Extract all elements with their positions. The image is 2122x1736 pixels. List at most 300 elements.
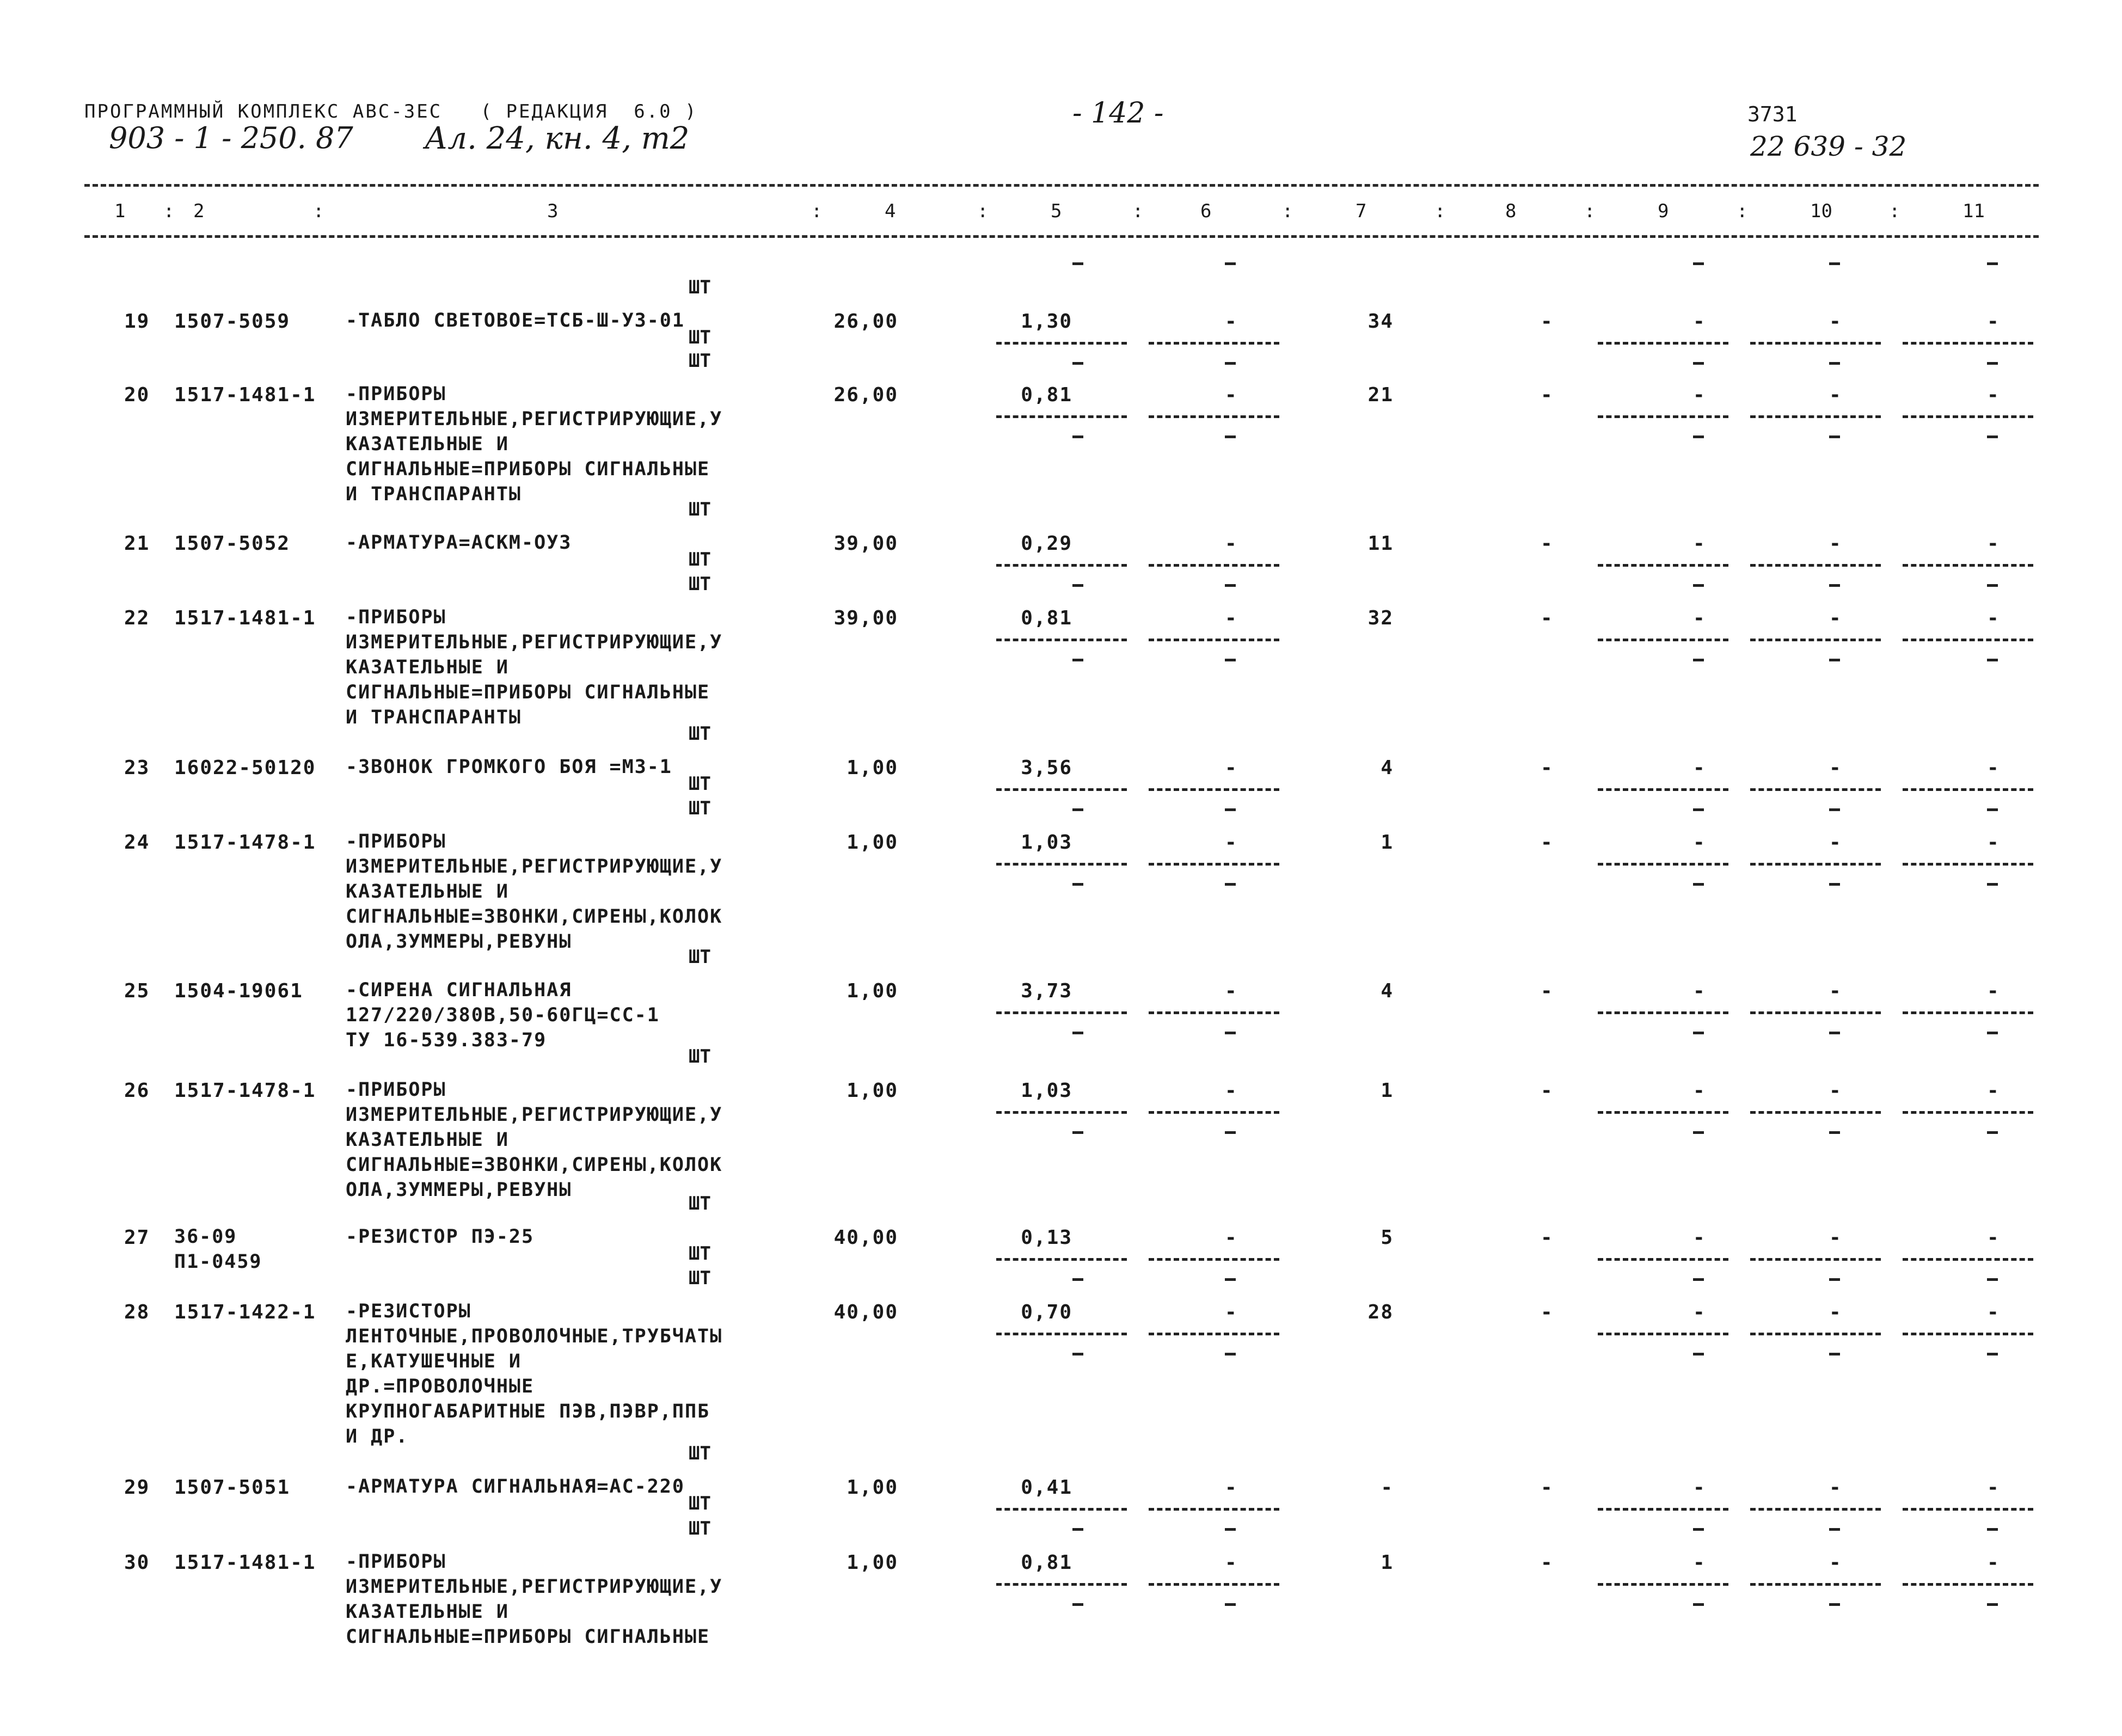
row-total: 1 xyxy=(1381,1079,1394,1102)
row-number: 24 xyxy=(124,831,150,854)
row-col6-dash: - xyxy=(1225,1551,1238,1574)
unit-label: ШТ xyxy=(689,277,711,298)
reference-number-top: 3731 xyxy=(1747,102,1798,126)
empty-value-dash xyxy=(1829,1131,1840,1134)
row-total: 21 xyxy=(1367,384,1394,406)
unit-label: ШТ xyxy=(689,1493,711,1514)
reference-number-bottom: 22 639 - 32 xyxy=(1750,131,1907,162)
empty-value-dash xyxy=(1072,584,1083,587)
row-col8-dash: - xyxy=(1541,757,1554,779)
subtotal-rule xyxy=(1149,863,1279,866)
empty-value-dash xyxy=(1987,435,1998,438)
row-col11-dash: - xyxy=(1987,1226,2000,1249)
column-separator: : xyxy=(811,200,823,222)
row-col10-dash: - xyxy=(1829,1551,1842,1574)
row-description: -ТАБЛО СВЕТОВОЕ=ТСБ-Ш-УЗ-01 xyxy=(346,310,685,332)
column-separator: : xyxy=(1282,200,1293,222)
row-quantity: 39,00 xyxy=(833,532,898,555)
column-number: 7 xyxy=(1356,200,1367,222)
row-col11-dash: - xyxy=(1987,532,2000,555)
row-number: 20 xyxy=(124,384,150,406)
subtotal-rule xyxy=(1598,1258,1728,1261)
row-code: 1507-5059 xyxy=(174,310,291,333)
row-total: - xyxy=(1381,1476,1394,1499)
row-quantity: 40,00 xyxy=(833,1226,898,1249)
subtotal-rule xyxy=(1750,1508,1881,1511)
subtotal-rule xyxy=(996,342,1127,345)
row-col11-dash: - xyxy=(1987,1476,2000,1499)
empty-value-dash xyxy=(1072,1528,1083,1531)
row-description: -ЗВОНОК ГРОМКОГО БОЯ =МЗ-1 xyxy=(346,756,672,778)
row-quantity: 39,00 xyxy=(833,607,898,629)
row-col6-dash: - xyxy=(1225,980,1238,1002)
empty-value-dash xyxy=(1829,1603,1840,1606)
subtotal-rule xyxy=(996,1583,1127,1586)
empty-value-dash xyxy=(1987,1353,1998,1355)
empty-value-dash xyxy=(1072,883,1083,886)
row-col6-dash: - xyxy=(1225,384,1238,406)
column-separator: : xyxy=(977,200,989,222)
program-title: ПРОГРАММНЫЙ КОМПЛЕКС АВС-ЗЕС ( РЕДАКЦИЯ 6.0 ) xyxy=(84,101,698,122)
row-description: -ПРИБОРЫ ИЗМЕРИТЕЛЬНЫЕ,РЕГИСТРИРУЮЩИЕ,У КАЗАТЕЛЬНЫЕ И СИГНАЛЬНЫЕ=ЗВОНКИ,СИРЕНЫ,КОЛОК ОЛА,ЗУММЕРЫ,РЕВУНЫ xyxy=(346,1079,723,1201)
subtotal-rule xyxy=(1149,342,1279,345)
subtotal-rule xyxy=(1149,564,1279,567)
row-number: 30 xyxy=(124,1551,150,1574)
empty-value-dash xyxy=(1829,435,1840,438)
empty-value-dash xyxy=(1225,1278,1236,1281)
row-col9-dash: - xyxy=(1693,310,1706,333)
subtotal-rule xyxy=(1750,639,1881,641)
row-col8-dash: - xyxy=(1541,310,1554,333)
row-col10-dash: - xyxy=(1829,384,1842,406)
subtotal-rule xyxy=(1903,1111,2033,1114)
empty-value-dash xyxy=(1225,659,1236,661)
row-total: 32 xyxy=(1367,607,1394,629)
row-quantity: 26,00 xyxy=(833,310,898,333)
row-unit-price: 0,41 xyxy=(1021,1476,1072,1499)
column-number: 4 xyxy=(885,200,896,222)
unit-label: ШТ xyxy=(689,1046,711,1068)
empty-value-dash xyxy=(1072,659,1083,661)
row-col9-dash: - xyxy=(1693,831,1706,854)
row-unit-price: 3,73 xyxy=(1021,980,1072,1002)
row-col9-dash: - xyxy=(1693,757,1706,779)
subtotal-rule xyxy=(1750,415,1881,418)
page-number: - 142 - xyxy=(1072,97,1164,130)
subtotal-rule xyxy=(1598,342,1728,345)
column-number: 2 xyxy=(193,200,205,222)
subtotal-rule xyxy=(1598,1333,1728,1335)
subtotal-rule xyxy=(1750,863,1881,866)
empty-value-dash xyxy=(1829,1353,1840,1355)
row-col6-dash: - xyxy=(1225,607,1238,629)
header-bottom-rule xyxy=(84,235,2039,238)
row-col10-dash: - xyxy=(1829,757,1842,779)
empty-value-dash xyxy=(1987,262,1998,265)
subtotal-rule xyxy=(996,1111,1127,1114)
empty-value-dash xyxy=(1987,659,1998,661)
subtotal-rule xyxy=(996,1333,1127,1335)
row-description: -РЕЗИСТОРЫ ЛЕНТОЧНЫЕ,ПРОВОЛОЧНЫЕ,ТРУБЧАТЫ Е,КАТУШЕЧНЫЕ И ДР.=ПРОВОЛОЧНЫЕ КРУПНОГАБАРИТНЫЕ ПЭВ,ПЭВР,ППБ И ДР. xyxy=(346,1301,723,1447)
row-col8-dash: - xyxy=(1541,980,1554,1002)
row-unit-price: 0,70 xyxy=(1021,1301,1072,1323)
empty-value-dash xyxy=(1693,1278,1704,1281)
subtotal-rule xyxy=(1750,564,1881,567)
row-col9-dash: - xyxy=(1693,384,1706,406)
row-quantity: 1,00 xyxy=(847,831,898,854)
subtotal-rule xyxy=(1149,1508,1279,1511)
row-col10-dash: - xyxy=(1829,532,1842,555)
empty-value-dash xyxy=(1072,1131,1083,1134)
project-code: 903 - 1 - 250. 87 xyxy=(109,121,353,155)
row-col8-dash: - xyxy=(1541,831,1554,854)
row-col10-dash: - xyxy=(1829,1226,1842,1249)
subtotal-rule xyxy=(1903,639,2033,641)
subtotal-rule xyxy=(1149,788,1279,791)
row-quantity: 1,00 xyxy=(847,980,898,1002)
subtotal-rule xyxy=(996,564,1127,567)
subtotal-rule xyxy=(996,1508,1127,1511)
row-code: 36-09 П1-0459 xyxy=(174,1226,262,1273)
empty-value-dash xyxy=(1829,262,1840,265)
empty-value-dash xyxy=(1072,1032,1083,1034)
row-col9-dash: - xyxy=(1693,532,1706,555)
header-top-rule xyxy=(84,184,2039,187)
row-total: 11 xyxy=(1367,532,1394,555)
row-code: 1517-1481-1 xyxy=(174,1551,316,1574)
row-col8-dash: - xyxy=(1541,1079,1554,1102)
row-col9-dash: - xyxy=(1693,980,1706,1002)
row-col8-dash: - xyxy=(1541,1551,1554,1574)
column-separator: : xyxy=(1132,200,1144,222)
empty-value-dash xyxy=(1987,362,1998,365)
unit-label: ШТ xyxy=(689,327,711,348)
row-col8-dash: - xyxy=(1541,607,1554,629)
empty-value-dash xyxy=(1693,584,1704,587)
row-description: -ПРИБОРЫ ИЗМЕРИТЕЛЬНЫЕ,РЕГИСТРИРУЮЩИЕ,У КАЗАТЕЛЬНЫЕ И СИГНАЛЬНЫЕ=ПРИБОРЫ СИГНАЛЬНЫЕ И ТРАНСПАРАНТЫ xyxy=(346,383,723,505)
unit-label: ШТ xyxy=(689,1243,711,1265)
empty-value-dash xyxy=(1225,1528,1236,1531)
subtotal-rule xyxy=(996,415,1127,418)
subtotal-rule xyxy=(1903,1258,2033,1261)
subtotal-rule xyxy=(1598,1111,1728,1114)
column-separator: : xyxy=(1889,200,1900,222)
row-number: 23 xyxy=(124,757,150,779)
row-col6-dash: - xyxy=(1225,1301,1238,1323)
column-separator: : xyxy=(163,200,175,222)
empty-value-dash xyxy=(1987,1131,1998,1134)
subtotal-rule xyxy=(1149,1333,1279,1335)
row-total: 5 xyxy=(1381,1226,1394,1249)
row-col6-dash: - xyxy=(1225,1079,1238,1102)
row-unit-price: 0,29 xyxy=(1021,532,1072,555)
row-col11-dash: - xyxy=(1987,384,2000,406)
row-quantity: 26,00 xyxy=(833,384,898,406)
row-total: 34 xyxy=(1367,310,1394,333)
subtotal-rule xyxy=(996,639,1127,641)
subtotal-rule xyxy=(1750,1333,1881,1335)
row-number: 22 xyxy=(124,607,150,629)
row-description: -ПРИБОРЫ ИЗМЕРИТЕЛЬНЫЕ,РЕГИСТРИРУЮЩИЕ,У КАЗАТЕЛЬНЫЕ И СИГНАЛЬНЫЕ=ПРИБОРЫ СИГНАЛЬНЫЕ xyxy=(346,1551,723,1648)
empty-value-dash xyxy=(1829,808,1840,811)
row-quantity: 1,00 xyxy=(847,1551,898,1574)
subtotal-rule xyxy=(1598,788,1728,791)
row-number: 27 xyxy=(124,1226,150,1249)
subtotal-rule xyxy=(1149,639,1279,641)
empty-value-dash xyxy=(1987,1603,1998,1606)
row-col9-dash: - xyxy=(1693,1079,1706,1102)
unit-label: ШТ xyxy=(689,1443,711,1464)
column-number: 8 xyxy=(1505,200,1517,222)
row-col9-dash: - xyxy=(1693,1226,1706,1249)
column-number: 9 xyxy=(1658,200,1669,222)
row-col8-dash: - xyxy=(1541,1301,1554,1323)
row-total: 28 xyxy=(1367,1301,1394,1323)
row-number: 29 xyxy=(124,1476,150,1499)
empty-value-dash xyxy=(1987,1278,1998,1281)
empty-value-dash xyxy=(1225,435,1236,438)
empty-value-dash xyxy=(1829,883,1840,886)
row-unit-price: 0,13 xyxy=(1021,1226,1072,1249)
row-col10-dash: - xyxy=(1829,607,1842,629)
empty-value-dash xyxy=(1225,362,1236,365)
column-separator: : xyxy=(313,200,324,222)
empty-value-dash xyxy=(1072,1603,1083,1606)
row-col8-dash: - xyxy=(1541,384,1554,406)
row-code: 16022-50120 xyxy=(174,757,316,779)
row-code: 1507-5052 xyxy=(174,532,291,555)
empty-value-dash xyxy=(1225,1603,1236,1606)
subtotal-rule xyxy=(1750,1111,1881,1114)
empty-value-dash xyxy=(1693,883,1704,886)
subtotal-rule xyxy=(1903,1508,2033,1511)
subtotal-rule xyxy=(1750,1583,1881,1586)
empty-value-dash xyxy=(1693,1528,1704,1531)
row-total: 4 xyxy=(1381,757,1394,779)
subtotal-rule xyxy=(1903,863,2033,866)
empty-value-dash xyxy=(1829,1032,1840,1034)
subtotal-rule xyxy=(1598,639,1728,641)
row-code: 1517-1481-1 xyxy=(174,384,316,406)
row-number: 26 xyxy=(124,1079,150,1102)
row-code: 1517-1478-1 xyxy=(174,1079,316,1102)
row-col11-dash: - xyxy=(1987,980,2000,1002)
column-number: 1 xyxy=(114,200,126,222)
empty-value-dash xyxy=(1693,262,1704,265)
row-col8-dash: - xyxy=(1541,1226,1554,1249)
row-col10-dash: - xyxy=(1829,1476,1842,1499)
empty-value-dash xyxy=(1072,808,1083,811)
unit-label: ШТ xyxy=(689,1193,711,1214)
empty-value-dash xyxy=(1693,1353,1704,1355)
row-col6-dash: - xyxy=(1225,532,1238,555)
unit-label: ШТ xyxy=(689,1518,711,1539)
subtotal-rule xyxy=(1750,1011,1881,1014)
empty-value-dash xyxy=(1225,808,1236,811)
subtotal-rule xyxy=(1903,415,2033,418)
empty-value-dash xyxy=(1829,1528,1840,1531)
empty-value-dash xyxy=(1072,362,1083,365)
empty-value-dash xyxy=(1829,1278,1840,1281)
row-total: 1 xyxy=(1381,1551,1394,1574)
subtotal-rule xyxy=(1903,1011,2033,1014)
row-quantity: 1,00 xyxy=(847,757,898,779)
subtotal-rule xyxy=(1598,415,1728,418)
subtotal-rule xyxy=(1598,1508,1728,1511)
row-col6-dash: - xyxy=(1225,831,1238,854)
row-unit-price: 0,81 xyxy=(1021,607,1072,629)
column-number: 5 xyxy=(1051,200,1062,222)
row-description: -РЕЗИСТОР ПЭ-25 xyxy=(346,1226,535,1248)
subtotal-rule xyxy=(1903,1583,2033,1586)
row-col8-dash: - xyxy=(1541,532,1554,555)
row-number: 21 xyxy=(124,532,150,555)
subtotal-rule xyxy=(1750,1258,1881,1261)
empty-value-dash xyxy=(1987,808,1998,811)
empty-value-dash xyxy=(1987,584,1998,587)
unit-label: ШТ xyxy=(689,723,711,745)
row-col11-dash: - xyxy=(1987,831,2000,854)
empty-value-dash xyxy=(1072,262,1083,265)
subtotal-rule xyxy=(1903,564,2033,567)
row-col10-dash: - xyxy=(1829,831,1842,854)
row-code: 1517-1422-1 xyxy=(174,1301,316,1323)
empty-value-dash xyxy=(1225,584,1236,587)
empty-value-dash xyxy=(1225,262,1236,265)
column-separator: : xyxy=(1584,200,1596,222)
subtotal-rule xyxy=(996,1258,1127,1261)
subtotal-rule xyxy=(1149,1011,1279,1014)
column-number: 10 xyxy=(1810,200,1832,222)
empty-value-dash xyxy=(1072,435,1083,438)
subtotal-rule xyxy=(1903,788,2033,791)
empty-value-dash xyxy=(1987,1528,1998,1531)
subtotal-rule xyxy=(1750,342,1881,345)
row-col10-dash: - xyxy=(1829,980,1842,1002)
row-description: -ПРИБОРЫ ИЗМЕРИТЕЛЬНЫЕ,РЕГИСТРИРУЮЩИЕ,У КАЗАТЕЛЬНЫЕ И СИГНАЛЬНЫЕ=ПРИБОРЫ СИГНАЛЬНЫЕ И ТРАНСПАРАНТЫ xyxy=(346,606,723,728)
row-description: -АРМАТУРА=АСКМ-ОУЗ xyxy=(346,532,572,554)
unit-label: ШТ xyxy=(689,573,711,595)
row-col6-dash: - xyxy=(1225,310,1238,333)
empty-value-dash xyxy=(1987,1032,1998,1034)
subtotal-rule xyxy=(1598,863,1728,866)
empty-value-dash xyxy=(1693,362,1704,365)
row-description: -ПРИБОРЫ ИЗМЕРИТЕЛЬНЫЕ,РЕГИСТРИРУЮЩИЕ,У КАЗАТЕЛЬНЫЕ И СИГНАЛЬНЫЕ=ЗВОНКИ,СИРЕНЫ,КОЛОК ОЛА,ЗУММЕРЫ,РЕВУНЫ xyxy=(346,831,723,953)
unit-label: ШТ xyxy=(689,1267,711,1289)
empty-value-dash xyxy=(1693,1131,1704,1134)
row-col9-dash: - xyxy=(1693,607,1706,629)
row-col10-dash: - xyxy=(1829,1079,1842,1102)
empty-value-dash xyxy=(1072,1353,1083,1355)
empty-value-dash xyxy=(1225,1131,1236,1134)
column-number: 11 xyxy=(1962,200,1985,222)
row-code: 1517-1478-1 xyxy=(174,831,316,854)
row-unit-price: 1,03 xyxy=(1021,1079,1072,1102)
row-col9-dash: - xyxy=(1693,1476,1706,1499)
unit-label: ШТ xyxy=(689,549,711,571)
empty-value-dash xyxy=(1225,1032,1236,1034)
row-number: 25 xyxy=(124,980,150,1002)
subtotal-rule xyxy=(1598,564,1728,567)
empty-value-dash xyxy=(1693,659,1704,661)
row-col11-dash: - xyxy=(1987,1551,2000,1574)
album-reference: Ал. 24, кн. 4, т2 xyxy=(425,121,690,156)
column-separator: : xyxy=(1737,200,1748,222)
row-col6-dash: - xyxy=(1225,1226,1238,1249)
subtotal-rule xyxy=(1903,342,2033,345)
row-quantity: 1,00 xyxy=(847,1079,898,1102)
row-number: 28 xyxy=(124,1301,150,1323)
row-col9-dash: - xyxy=(1693,1551,1706,1574)
empty-value-dash xyxy=(1225,1353,1236,1355)
row-unit-price: 0,81 xyxy=(1021,384,1072,406)
row-code: 1504-19061 xyxy=(174,980,303,1002)
unit-label: ШТ xyxy=(689,773,711,795)
row-col11-dash: - xyxy=(1987,1079,2000,1102)
empty-value-dash xyxy=(1693,1032,1704,1034)
empty-value-dash xyxy=(1829,659,1840,661)
row-number: 19 xyxy=(124,310,150,333)
row-unit-price: 1,03 xyxy=(1021,831,1072,854)
row-col10-dash: - xyxy=(1829,310,1842,333)
empty-value-dash xyxy=(1829,362,1840,365)
subtotal-rule xyxy=(1149,1258,1279,1261)
row-col11-dash: - xyxy=(1987,1301,2000,1323)
subtotal-rule xyxy=(1903,1333,2033,1335)
subtotal-rule xyxy=(996,863,1127,866)
row-col6-dash: - xyxy=(1225,1476,1238,1499)
column-number: 6 xyxy=(1200,200,1212,222)
row-col9-dash: - xyxy=(1693,1301,1706,1323)
empty-value-dash xyxy=(1072,1278,1083,1281)
empty-value-dash xyxy=(1987,883,1998,886)
row-description: -АРМАТУРА СИГНАЛЬНАЯ=АС-220 xyxy=(346,1476,685,1498)
unit-label: ШТ xyxy=(689,946,711,968)
subtotal-rule xyxy=(1149,1111,1279,1114)
subtotal-rule xyxy=(1149,415,1279,418)
subtotal-rule xyxy=(1598,1011,1728,1014)
empty-value-dash xyxy=(1225,883,1236,886)
empty-value-dash xyxy=(1829,584,1840,587)
row-unit-price: 3,56 xyxy=(1021,757,1072,779)
empty-value-dash xyxy=(1693,435,1704,438)
unit-label: ШТ xyxy=(689,350,711,372)
row-col11-dash: - xyxy=(1987,310,2000,333)
unit-label: ШТ xyxy=(689,798,711,819)
row-description: -СИРЕНА СИГНАЛЬНАЯ 127/220/380В,50-60ГЦ=СС-1 ТУ 16-539.383-79 xyxy=(346,979,660,1051)
empty-value-dash xyxy=(1693,1603,1704,1606)
row-total: 4 xyxy=(1381,980,1394,1002)
unit-label: ШТ xyxy=(689,499,711,520)
subtotal-rule xyxy=(1149,1583,1279,1586)
subtotal-rule xyxy=(1750,788,1881,791)
empty-value-dash xyxy=(1693,808,1704,811)
subtotal-rule xyxy=(996,788,1127,791)
row-col11-dash: - xyxy=(1987,607,2000,629)
row-col10-dash: - xyxy=(1829,1301,1842,1323)
row-code: 1507-5051 xyxy=(174,1476,291,1499)
column-separator: : xyxy=(1434,200,1446,222)
row-code: 1517-1481-1 xyxy=(174,607,316,629)
row-unit-price: 0,81 xyxy=(1021,1551,1072,1574)
row-col11-dash: - xyxy=(1987,757,2000,779)
subtotal-rule xyxy=(996,1011,1127,1014)
row-quantity: 1,00 xyxy=(847,1476,898,1499)
column-number: 3 xyxy=(547,200,559,222)
row-col6-dash: - xyxy=(1225,757,1238,779)
row-col8-dash: - xyxy=(1541,1476,1554,1499)
row-unit-price: 1,30 xyxy=(1021,310,1072,333)
